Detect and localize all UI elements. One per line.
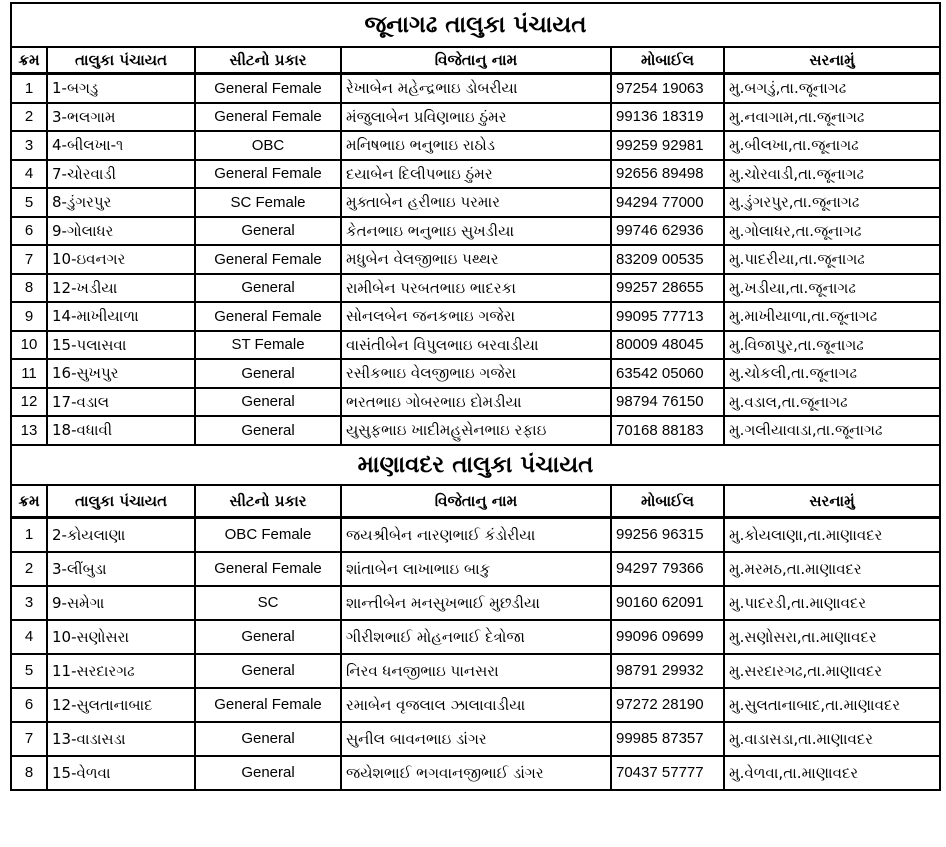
cell-sr: 1 — [11, 74, 47, 103]
cell-taluka: 8-ડુંગરપુર — [47, 188, 195, 217]
cell-winner-name: જયેશભાઈ ભગવાનજીભાઈ ડાંગર — [341, 756, 611, 790]
cell-seat: OBC Female — [195, 517, 341, 552]
cell-mobile: 70437 57777 — [611, 756, 724, 790]
manavadar-table — [10, 444, 941, 791]
cell-taluka: 10-ઇવનગર — [47, 245, 195, 274]
cell-address: મુ.પાદરડી,તા.માણાવદર — [724, 586, 940, 620]
cell-sr: 3 — [11, 586, 47, 620]
cell-address: મુ.ગલીયાવાડા,તા.જૂનાગઢ — [724, 416, 940, 445]
cell-seat: General — [195, 274, 341, 303]
cell-address: મુ.બગડું,તા.જૂનાગઢ — [724, 74, 940, 103]
cell-sr: 4 — [11, 160, 47, 189]
header-mobile: મોબાઈલ — [611, 47, 724, 74]
cell-address: મુ.સુલતાનાબાદ,તા.માણાવદર — [724, 688, 940, 722]
cell-seat: General — [195, 722, 341, 756]
cell-winner-name: સોનલબેન જનકભાઇ ગજેરા — [341, 302, 611, 331]
cell-mobile: 99259 92981 — [611, 131, 724, 160]
cell-winner-name: મંજુલાબેન પ્રવિણભાઇ ઠુંમર — [341, 103, 611, 132]
cell-winner-name: ગીરીશભાઈ મોહનભાઈ દેત્રોજા — [341, 620, 611, 654]
cell-winner-name: કેતનભાઇ ભનુભાઇ સુખડીયા — [341, 217, 611, 246]
cell-seat: General — [195, 416, 341, 445]
cell-seat: General Female — [195, 74, 341, 103]
cell-taluka: 18-વધાવી — [47, 416, 195, 445]
cell-mobile: 70168 88183 — [611, 416, 724, 445]
cell-mobile: 99257 28655 — [611, 274, 724, 303]
cell-winner-name: યુસુફભાઇ ખાદીમહુસેનભાઇ રફાઇ — [341, 416, 611, 445]
cell-taluka: 7-ચોરવાડી — [47, 160, 195, 189]
table-row — [11, 586, 940, 620]
cell-taluka: 17-વડાલ — [47, 388, 195, 417]
cell-address: મુ.કોયલાણા,તા.માણાવદર — [724, 517, 940, 552]
cell-address: મુ.મરમઠ,તા.માણાવદર — [724, 552, 940, 586]
cell-taluka: 12-સુલતાનાબાદ — [47, 688, 195, 722]
cell-sr: 2 — [11, 552, 47, 586]
cell-sr: 6 — [11, 688, 47, 722]
cell-sr: 10 — [11, 331, 47, 360]
cell-taluka: 10-સણોસરા — [47, 620, 195, 654]
cell-sr: 11 — [11, 359, 47, 388]
cell-taluka: 13-વાડાસડા — [47, 722, 195, 756]
table-row — [11, 517, 940, 552]
cell-seat: General Female — [195, 160, 341, 189]
cell-address: મુ.વેળવા,તા.માણાવદર — [724, 756, 940, 790]
header-taluka: તાલુકા પંચાયત — [47, 485, 195, 518]
cell-address: મુ.ચોરવાડી,તા.જૂનાગઢ — [724, 160, 940, 189]
cell-seat: General — [195, 388, 341, 417]
cell-sr: 8 — [11, 756, 47, 790]
cell-mobile: 83209 00535 — [611, 245, 724, 274]
cell-sr: 4 — [11, 620, 47, 654]
header-winner: વિજેતાનુ નામ — [341, 47, 611, 74]
cell-mobile: 98794 76150 — [611, 388, 724, 417]
cell-seat: General Female — [195, 302, 341, 331]
cell-sr: 13 — [11, 416, 47, 445]
junagadh-table — [10, 2, 941, 446]
cell-sr: 5 — [11, 654, 47, 688]
cell-address: મુ.ચોકલી,તા.જૂનાગઢ — [724, 359, 940, 388]
cell-winner-name: શાન્તીબેન મનસુખભાઈ મુછડીયા — [341, 586, 611, 620]
cell-winner-name: શાંતાબેન લાખાભાઇ બાકુ — [341, 552, 611, 586]
cell-mobile: 97254 19063 — [611, 74, 724, 103]
document — [10, 2, 939, 791]
cell-taluka: 9-સમેગા — [47, 586, 195, 620]
table-row — [11, 388, 940, 417]
cell-winner-name: વાસંતીબેન વિપુલભાઇ બરવાડીયા — [341, 331, 611, 360]
cell-mobile: 94297 79366 — [611, 552, 724, 586]
cell-taluka: 3-લીંબુડા — [47, 552, 195, 586]
cell-winner-name: રસીકભાઇ વેલજીભાઇ ગજેરા — [341, 359, 611, 388]
cell-winner-name: રામીબેન પરબતભાઇ ભાદરકા — [341, 274, 611, 303]
cell-address: મુ.ડુંગરપુર,તા.જૂનાગઢ — [724, 188, 940, 217]
table-row — [11, 620, 940, 654]
cell-taluka: 11-સરદારગઢ — [47, 654, 195, 688]
cell-address: મુ.નવાગામ,તા.જૂનાગઢ — [724, 103, 940, 132]
header-address: સરનામું — [724, 47, 940, 74]
header-row — [11, 47, 940, 74]
cell-seat: General Female — [195, 552, 341, 586]
header-sr: ક્રમ — [11, 47, 47, 74]
cell-mobile: 99136 18319 — [611, 103, 724, 132]
cell-mobile: 98791 29932 — [611, 654, 724, 688]
table-row — [11, 331, 940, 360]
header-sr: ક્રમ — [11, 485, 47, 518]
table-row — [11, 74, 940, 103]
table-row — [11, 217, 940, 246]
cell-seat: General Female — [195, 103, 341, 132]
header-seat: સીટનો પ્રકાર — [195, 485, 341, 518]
cell-sr: 6 — [11, 217, 47, 246]
cell-winner-name: મુક્તાબેન હરીભાઇ પરમાર — [341, 188, 611, 217]
cell-mobile: 99256 96315 — [611, 517, 724, 552]
table-row — [11, 359, 940, 388]
table-row — [11, 131, 940, 160]
cell-mobile: 90160 62091 — [611, 586, 724, 620]
cell-mobile: 97272 28190 — [611, 688, 724, 722]
cell-winner-name: મધુબેન વેલજીભાઇ પથ્થર — [341, 245, 611, 274]
cell-taluka: 16-સુખપુર — [47, 359, 195, 388]
cell-sr: 7 — [11, 722, 47, 756]
table-row — [11, 416, 940, 445]
table-row — [11, 756, 940, 790]
cell-address: મુ.વિજાપુર,તા.જૂનાગઢ — [724, 331, 940, 360]
cell-seat: General — [195, 217, 341, 246]
cell-sr: 9 — [11, 302, 47, 331]
cell-winner-name: ભરતભાઇ ગોબરભાઇ દોમડીયા — [341, 388, 611, 417]
cell-mobile: 99095 77713 — [611, 302, 724, 331]
cell-address: મુ.માખીયાળા,તા.જૂનાગઢ — [724, 302, 940, 331]
cell-address: મુ.સરદારગઢ,તા.માણાવદર — [724, 654, 940, 688]
table-row — [11, 274, 940, 303]
cell-taluka: 4-બીલખા-૧ — [47, 131, 195, 160]
table-row — [11, 188, 940, 217]
cell-mobile: 63542 05060 — [611, 359, 724, 388]
cell-seat: General — [195, 756, 341, 790]
cell-taluka: 9-ગોલાધર — [47, 217, 195, 246]
cell-mobile: 94294 77000 — [611, 188, 724, 217]
cell-sr: 3 — [11, 131, 47, 160]
table-row — [11, 103, 940, 132]
section-title: માણાવદર તાલુકા પંચાયત — [11, 445, 940, 485]
cell-seat: ST Female — [195, 331, 341, 360]
cell-winner-name: જયશ્રીબેન નારણભાઈ કંડોરીયા — [341, 517, 611, 552]
cell-winner-name: રમાબેન વૃજલાલ ઝાલાવાડીયા — [341, 688, 611, 722]
cell-taluka: 3-ભલગામ — [47, 103, 195, 132]
header-seat: સીટનો પ્રકાર — [195, 47, 341, 74]
table-row — [11, 688, 940, 722]
section-title: જૂનાગઢ તાલુકા પંચાયત — [11, 3, 940, 47]
cell-taluka: 12-ખડીયા — [47, 274, 195, 303]
cell-seat: SC — [195, 586, 341, 620]
cell-address: મુ.વાડાસડા,તા.માણાવદર — [724, 722, 940, 756]
cell-sr: 2 — [11, 103, 47, 132]
cell-seat: General Female — [195, 245, 341, 274]
table-row — [11, 245, 940, 274]
header-address: સરનામું — [724, 485, 940, 518]
cell-seat: General Female — [195, 688, 341, 722]
cell-address: મુ.બીલખા,તા.જૂનાગઢ — [724, 131, 940, 160]
cell-address: મુ.વડાલ,તા.જૂનાગઢ — [724, 388, 940, 417]
header-mobile: મોબાઈલ — [611, 485, 724, 518]
header-winner: વિજેતાનુ નામ — [341, 485, 611, 518]
cell-sr: 5 — [11, 188, 47, 217]
table-row — [11, 552, 940, 586]
table-row — [11, 654, 940, 688]
cell-mobile: 80009 48045 — [611, 331, 724, 360]
table-row — [11, 302, 940, 331]
cell-address: મુ.સણોસરા,તા.માણાવદર — [724, 620, 940, 654]
cell-winner-name: નિરવ ધનજીભાઇ પાનસરા — [341, 654, 611, 688]
cell-winner-name: મનિષભાઇ ભનુભાઇ રાઠોડ — [341, 131, 611, 160]
cell-sr: 12 — [11, 388, 47, 417]
cell-seat: General — [195, 620, 341, 654]
cell-winner-name: રેખાબેન મહેન્દ્રભાઇ ડોબરીયા — [341, 74, 611, 103]
cell-taluka: 2-કોયલાણા — [47, 517, 195, 552]
table-row — [11, 160, 940, 189]
cell-sr: 8 — [11, 274, 47, 303]
cell-mobile: 92656 89498 — [611, 160, 724, 189]
cell-seat: General — [195, 359, 341, 388]
cell-address: મુ.ખડીયા,તા.જૂનાગઢ — [724, 274, 940, 303]
cell-sr: 7 — [11, 245, 47, 274]
cell-seat: SC Female — [195, 188, 341, 217]
cell-seat: OBC — [195, 131, 341, 160]
cell-winner-name: દયાબેન દિલીપભાઇ ઠુંમર — [341, 160, 611, 189]
cell-sr: 1 — [11, 517, 47, 552]
cell-taluka: 14-માખીયાળા — [47, 302, 195, 331]
cell-mobile: 99985 87357 — [611, 722, 724, 756]
cell-mobile: 99096 09699 — [611, 620, 724, 654]
cell-seat: General — [195, 654, 341, 688]
cell-address: મુ.પાદરીયા,તા.જૂનાગઢ — [724, 245, 940, 274]
cell-taluka: 1-બગડુ — [47, 74, 195, 103]
cell-taluka: 15-પલાસવા — [47, 331, 195, 360]
table-row — [11, 722, 940, 756]
cell-mobile: 99746 62936 — [611, 217, 724, 246]
cell-winner-name: સુનીલ બાવનભાઇ ડાંગર — [341, 722, 611, 756]
cell-taluka: 15-વેળવા — [47, 756, 195, 790]
header-row — [11, 485, 940, 518]
header-taluka: તાલુકા પંચાયત — [47, 47, 195, 74]
cell-address: મુ.ગોલાધર,તા.જૂનાગઢ — [724, 217, 940, 246]
